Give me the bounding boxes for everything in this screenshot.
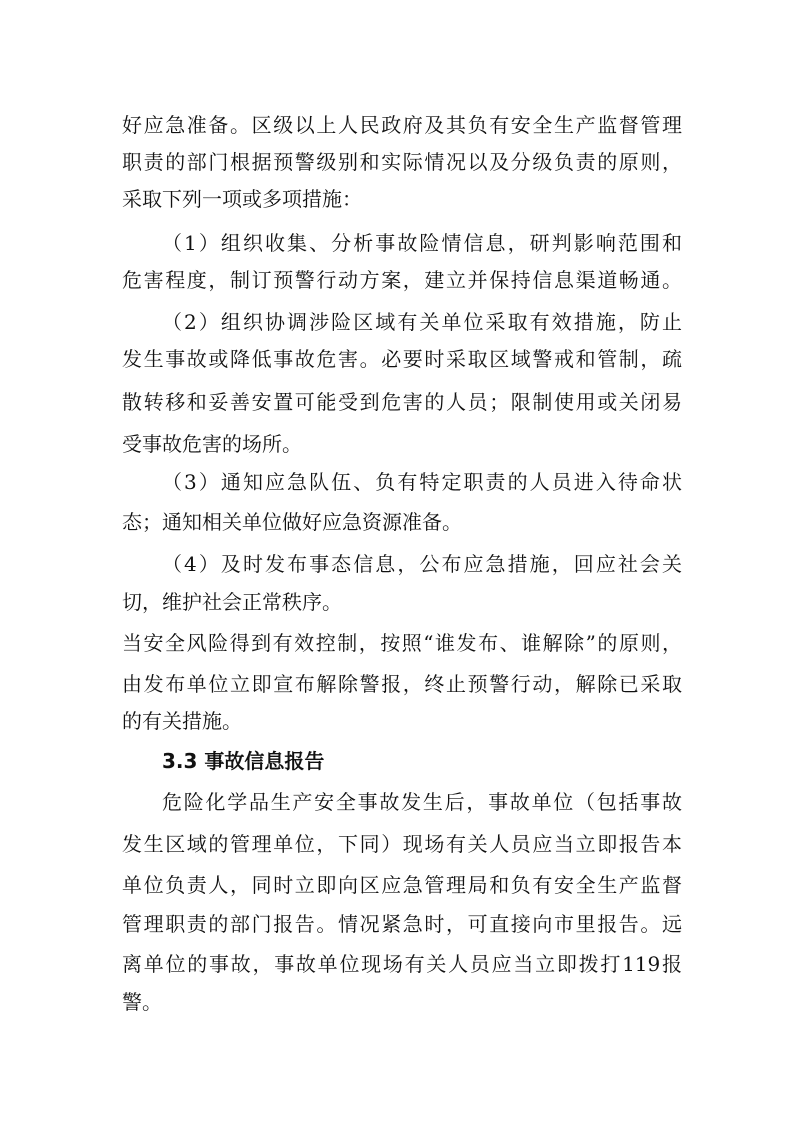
text-line: 切，维护社会正常秩序。: [122, 590, 342, 614]
section-heading: 3.3 事故信息报告: [162, 749, 325, 773]
list-item-line: （2）组织协调涉险区域有关单位采取有效措施，防止: [162, 310, 682, 334]
list-item-line: （3）通知应急队伍、负有特定职责的人员进入待命状: [162, 470, 682, 494]
text-line: 单位负责人，同时立即向区应急管理局和负有安全生产监督: [122, 873, 682, 897]
text-line: 职责的部门根据预警级别和实际情况以及分级负责的原则，: [122, 150, 682, 174]
text-line: 的有关措施。: [122, 709, 242, 733]
text-line: 危险化学品生产安全事故发生后，事故单位（包括事故: [162, 790, 682, 814]
text-line: 管理职责的部门报告。情况紧急时，可直接向市里报告。远: [122, 912, 682, 936]
text-line: 由发布单位立即宣布解除警报，终止预警行动，解除已采取: [122, 672, 682, 696]
text-line: 态；通知相关单位做好应急资源准备。: [122, 510, 462, 534]
text-line: 发生事故或降低事故危害。必要时采取区域警戒和管制，疏: [122, 347, 682, 371]
text-line: 好应急准备。区级以上人民政府及其负有安全生产监督管理: [122, 113, 682, 137]
text-line: 警。: [122, 990, 162, 1014]
list-item-line: （1）组织收集、分析事故险情信息，研判影响范围和: [162, 231, 682, 255]
text-line: 危害程度，制订预警行动方案，建立并保持信息渠道畅通。: [122, 268, 682, 292]
text-line: 采取下列一项或多项措施：: [122, 187, 362, 211]
text-line: 散转移和妥善安置可能受到危害的人员；限制使用或关闭易: [122, 390, 682, 414]
text-line: 受事故危害的场所。: [122, 432, 302, 456]
text-line: 发生区域的管理单位，下同）现场有关人员应当立即报告本: [122, 832, 682, 856]
text-line: 离单位的事故，事故单位现场有关人员应当立即拨打119报: [122, 952, 682, 976]
text-line: 当安全风险得到有效控制，按照“谁发布、谁解除”的原则，: [122, 631, 682, 655]
list-item-line: （4）及时发布事态信息，公布应急措施，回应社会关: [162, 552, 682, 576]
